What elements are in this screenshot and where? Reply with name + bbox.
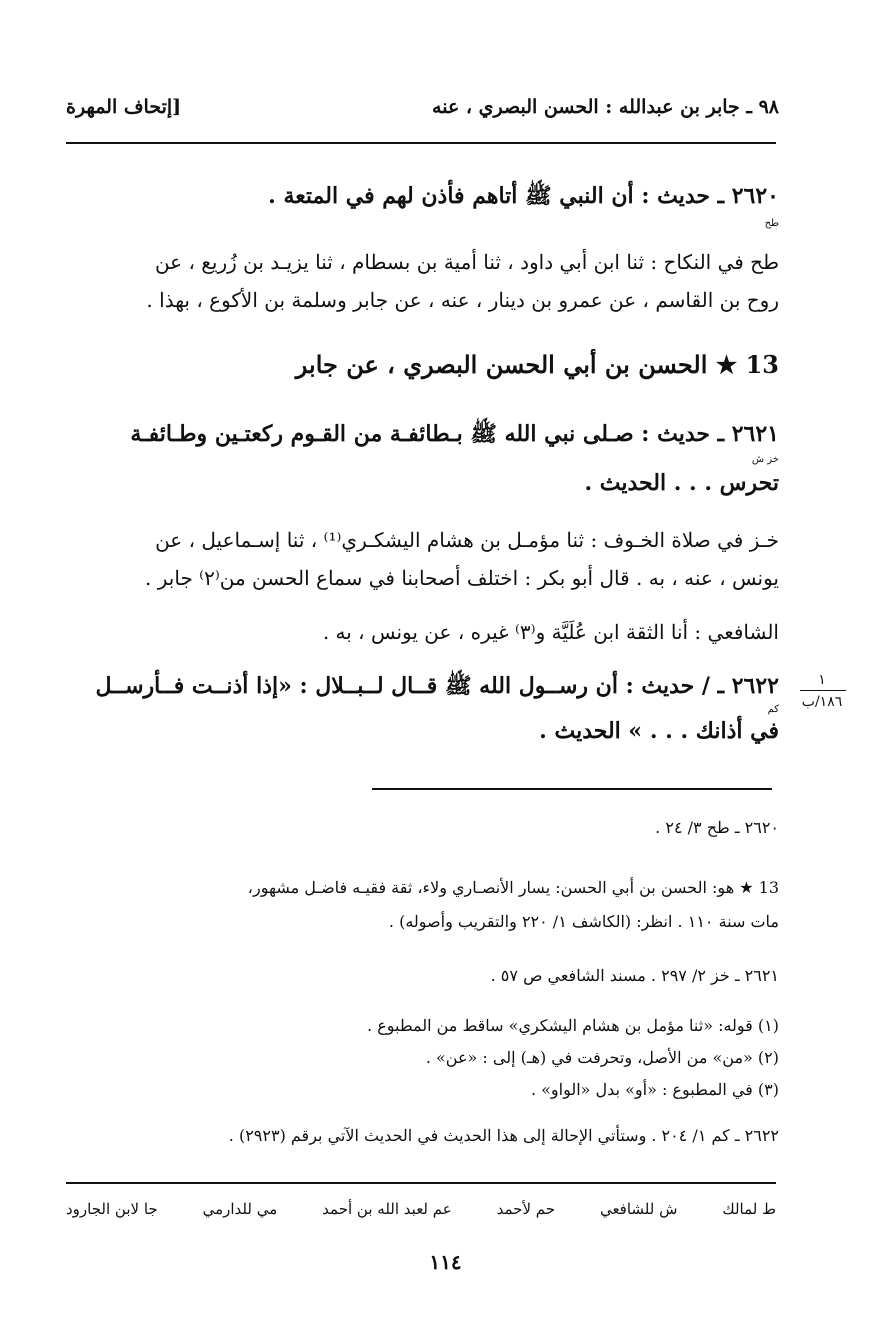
hadith-2620-heading: ٢٦٢٠ ـ حديث : أن النبي ﷺ أتاهم فأذن لهم في المتعة . xyxy=(268,183,779,209)
footnote-13-line1: 13 ★ هو: الحسن بن أبي الحسن: يسار الأنصـاري ولاء، ثقة فقيـه فاضـل مشهور، xyxy=(247,878,779,897)
section-13-heading: 13 ★ الحسن بن أبي الحسن البصري ، عن جابر xyxy=(295,350,779,379)
margin-folio-top: ١ xyxy=(818,672,826,688)
legend-item-abdullah: عم لعبد الله بن أحمد xyxy=(322,1200,452,1218)
hadith-2621-marker: خز ش xyxy=(751,454,779,465)
margin-folio-rule xyxy=(800,690,846,691)
hadith-2620-line2: روح بن القاسم ، عن عمرو بن دينار ، عنه ، عن جابر وسلمة بن الأكوع ، بهذا . xyxy=(146,288,779,312)
legend-item-darimi: مي للدارمي xyxy=(202,1200,278,1218)
legend-rule xyxy=(66,1182,776,1184)
footnote-2621: ٢٦٢١ ـ خز ٢/ ٢٩٧ . مسند الشافعي ص ٥٧ . xyxy=(490,966,779,985)
margin-folio-bottom: ١٨٦/ب xyxy=(801,694,843,710)
hadith-2620-line1: طح في النكاح : ثنا ابن أبي داود ، ثنا أمية بن بسطام ، ثنا يزيـد بن زُريع ، عن xyxy=(154,250,779,274)
legend-item-ahmad: حم لأحمد xyxy=(496,1200,556,1218)
hadith-2622-marker: كم xyxy=(767,704,779,715)
footnote-note-3: (٣) في المطبوع : «أو» بدل «الواو» . xyxy=(530,1080,779,1099)
hadith-2620-marker: طح xyxy=(764,218,779,229)
footnote-note-1: (١) قوله: «ثنا مؤمل بن هشام اليشكري» ساقط من المطبوع . xyxy=(367,1016,779,1035)
page-number: ١١٤ xyxy=(429,1250,462,1274)
footnote-separator xyxy=(372,788,772,790)
legend-item-jarud: جا لابن الجارود xyxy=(66,1200,158,1218)
footnote-13-line2: مات سنة ١١٠ . انظر: (الكاشف ١/ ٢٢٠ والتقريب وأصوله) . xyxy=(388,912,779,931)
abbreviation-legend xyxy=(66,1200,776,1218)
legend-item-malik: ط لمالك xyxy=(722,1200,776,1218)
legend-item-shafii: ش للشافعي xyxy=(599,1200,678,1218)
running-header-book: [إتحاف المهرة xyxy=(66,96,182,118)
hadith-2622-heading-line2: في أذانك . . . » الحديث . xyxy=(539,718,779,744)
hadith-2621-line1: خـز في صلاة الخـوف : ثنا مؤمـل بن هشام اليشكـري⁽¹⁾ ، ثنا إسـماعيل ، عن xyxy=(155,528,779,552)
footnote-2622: ٢٦٢٢ ـ كم ١/ ٢٠٤ . وستأتي الإحالة إلى هذا الحديث في الحديث الآتي برقم (٢٩٢٣) . xyxy=(228,1126,779,1145)
header-rule xyxy=(66,142,776,144)
hadith-2621-line3: الشافعي : أنا الثقة ابن عُلَيَّة و⁽٣⁾ غيره ، عن يونس ، به . xyxy=(322,620,779,644)
hadith-2621-heading-line1: ٢٦٢١ ـ حديث : صـلى نبي الله ﷺ بـطائفـة من القـوم ركعتـين وطـائفـة xyxy=(130,421,779,447)
footnote-note-2: (٢) «من» من الأصل، وتحرفت في (هـ) إلى : «عن» . xyxy=(425,1048,779,1067)
running-header-title: ٩٨ ـ جابر بن عبدالله : الحسن البصري ، عنه xyxy=(432,96,779,118)
hadith-2621-line2: يونس ، عنه ، به . قال أبو بكر : اختلف أصحابنا في سماع الحسن من⁽٢⁾ جابر . xyxy=(145,566,779,590)
hadith-2622-heading-line1: ٢٦٢٢ ـ / حديث : أن رســول الله ﷺ قــال لــبــلال : «إذا أذنــت فــأرســل xyxy=(95,673,779,699)
footnote-2620: ٢٦٢٠ ـ طح ٣/ ٢٤ . xyxy=(655,818,779,837)
hadith-2621-heading-line2: تحرس . . . الحديث . xyxy=(584,470,779,496)
